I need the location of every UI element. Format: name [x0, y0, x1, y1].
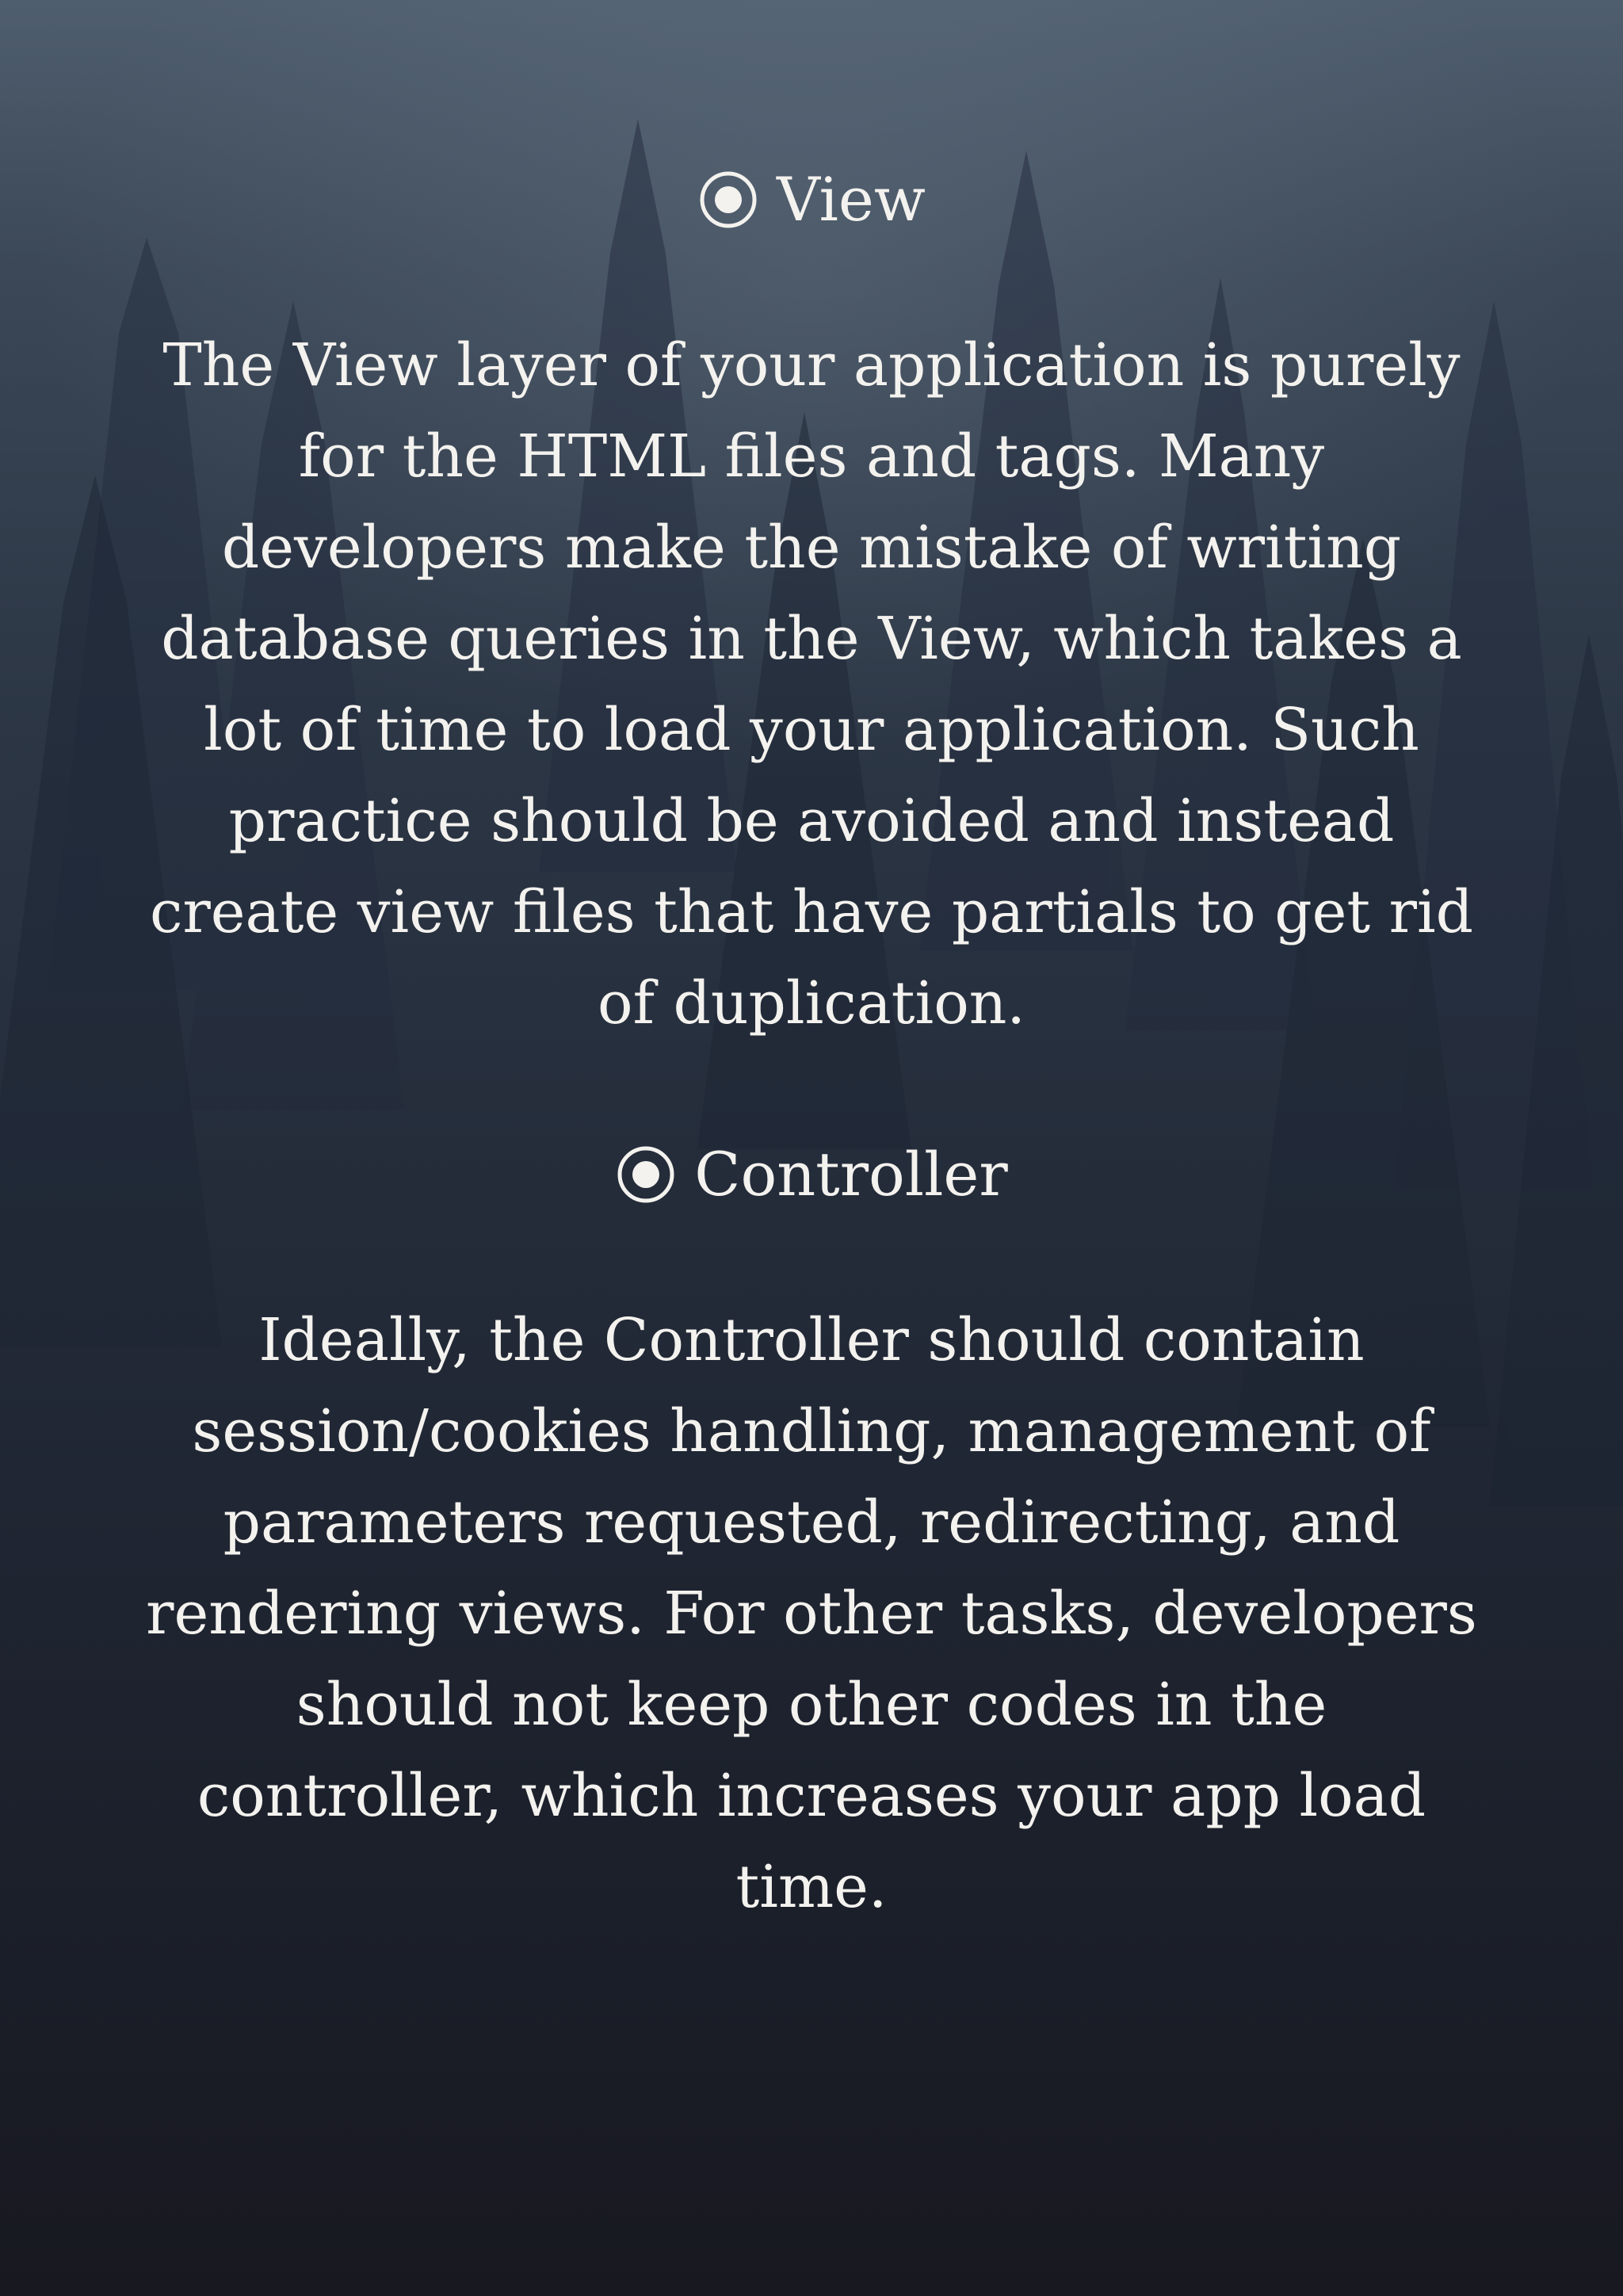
content-column — [143, 151, 1480, 1933]
radio-selected-icon — [615, 1144, 677, 1205]
radio-selected-icon — [697, 169, 759, 231]
section-heading-text: View — [777, 164, 926, 235]
section-heading-view — [143, 151, 1480, 249]
section-body-controller: Ideally, the Controller should contain session/cookies handling, management of parameters requested, redirecting, and rendering views. For other tasks, developers should not keep other codes in the controller, which increases your app load time. — [146, 1306, 1477, 1921]
section-heading-text: Controller — [694, 1139, 1008, 1209]
section-heading-controller — [143, 1125, 1480, 1224]
section-body-view: The View layer of your application is purely for the HTML files and tags. Many developers make the mistake of writing database queries in the View, which takes a lot of time to load your application. Such practice should be avoided and instead create view files that have partials to get rid of duplication. — [149, 331, 1474, 1037]
